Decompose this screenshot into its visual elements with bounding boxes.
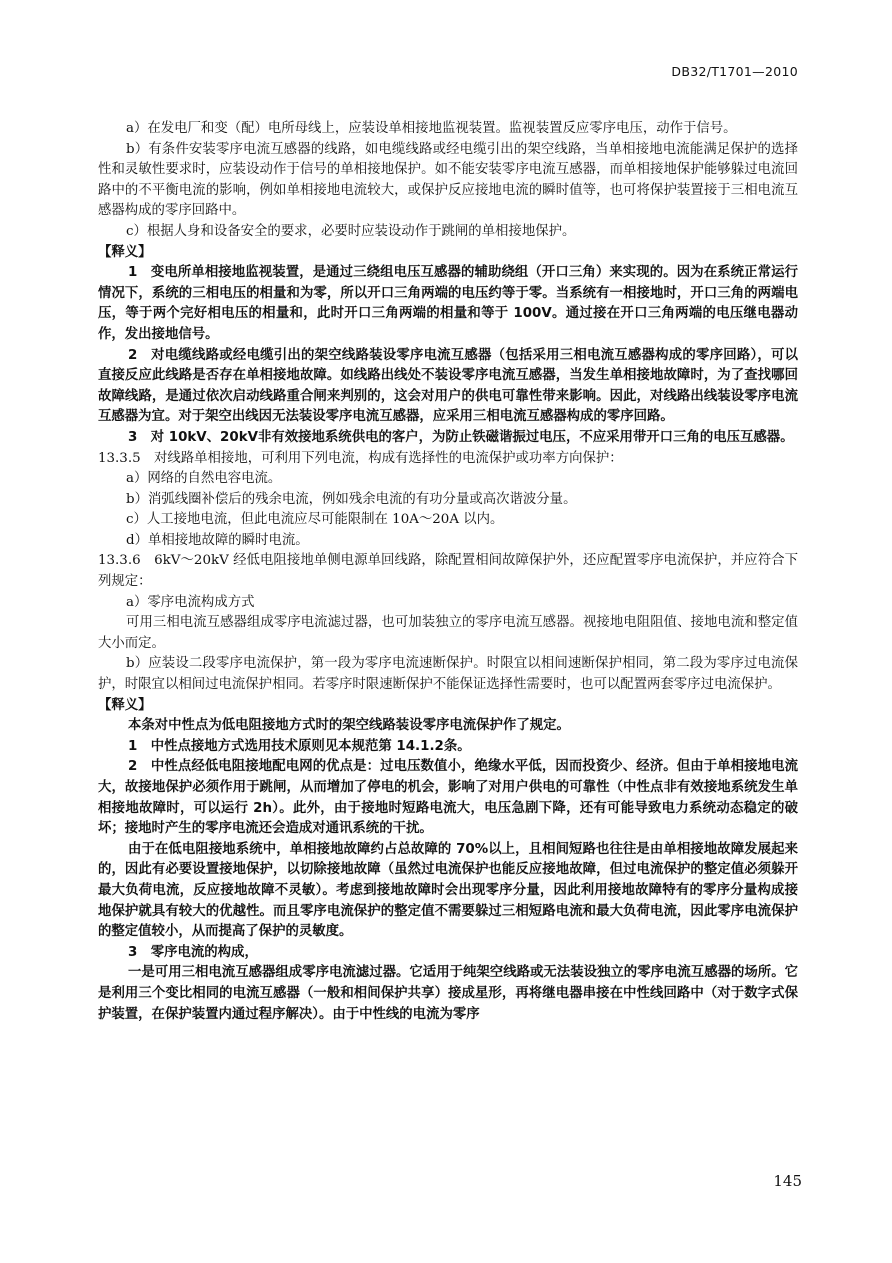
bold-paragraph: 2 中性点经低电阻接地配电网的优点是：过电压数值小，绝缘水平低，因而投资少、经济。但由于单相接地电流大，故接地保护必须作用于跳闸，从而增加了停电的机会，影响了对用户供电的可靠性（中性点非有效接地系统发生单相接地故障时，可以运行 2h）。此外，由于接地时短路电流大，电压急剧下降，还有可能导致电力系统动态稳定的破坏；接地时产生的零序电流还会造成对通讯系统的干扰。 [98, 759, 798, 837]
bold-paragraph: 3 零序电流的构成， [128, 944, 258, 960]
clause-13-3-6: 13.3.6 6kV～20kV 经低电阻接地单侧电源单回线路，除配置相间故障保护外，还应配置零序电流保护，并应符合下列规定： [98, 553, 798, 590]
paragraph: 可用三相电流互感器组成零序电流滤过器，也可加装独立的零序电流互感器。视接地电阻阻值、接地电流和整定值大小而定。 [98, 615, 798, 651]
clause-13-3-5: 13.3.5 对线路单相接地，可利用下列电流，构成有选择性的电流保护或功率方向保护： [98, 450, 623, 466]
document-body [98, 119, 798, 1025]
bold-paragraph: 3 对 10kV、20kV非有效接地系统供电的客户，为防止铁磁谐振过电压，不应采用带开口三角的电压互感器。 [128, 429, 794, 445]
interpretation-heading: 【释义】 [98, 244, 152, 260]
document-code: DB32/T1701—2010 [671, 64, 798, 79]
list-item: b）消弧线圈补偿后的残余电流，例如残余电流的有功分量或高次谐波分量。 [126, 491, 577, 507]
bold-paragraph: 1 中性点接地方式选用技术原则见本规范第 14.1.2条。 [128, 738, 471, 754]
list-item: a）零序电流构成方式 [126, 594, 255, 610]
list-item: c）人工接地电流，但此电流应尽可能限制在 10A～20A 以内。 [126, 512, 504, 528]
list-item: a）网络的自然电容电流。 [126, 471, 282, 487]
bold-paragraph: 一是可用三相电流互感器组成零序电流滤过器。它适用于纯架空线路或无法装设独立的零序电流互感器的场所。它是利用三个变比相同的电流互感器（一般和相间保护共享）接成星形，再将继电器串接在中性线回路中（对于数字式保护装置，在保护装置内通过程序解决）。由于中性线的电流为零序 [98, 965, 798, 1022]
bold-paragraph: 本条对中性点为低电阻接地方式时的架空线路装设零序电流保护作了规定。 [128, 718, 570, 734]
bold-paragraph: 1 变电所单相接地监视装置，是通过三绕组电压互感器的辅助绕组（开口三角）来实现的。因为在系统正常运行情况下，系统的三相电压的相量和为零，所以开口三角两端的电压约等于零。当系统有一相接地时，开口三角的两端电压，等于两个完好相电压的相量和，此时开口三角两端的相量和等于 100V。通过接在开口三角两端的电压继电器动作，发出接地信号。 [98, 265, 798, 342]
interpretation-heading: 【释义】 [98, 697, 152, 713]
paragraph: c）根据人身和设备安全的要求，必要时应装设动作于跳闸的单相接地保护。 [126, 223, 576, 239]
paragraph: a）在发电厂和变（配）电所母线上，应装设单相接地监视装置。监视装置反应零序电压，动作于信号。 [126, 121, 737, 136]
bold-paragraph: 2 对电缆线路或经电缆引出的架空线路装设零序电流互感器（包括采用三相电流互感器构成的零序回路），可以直接反应此线路是否存在单相接地故障。如线路出线处不装设零序电流互感器，当发生单相接地故障时，为了查找哪回故障线路，是通过依次启动线路重合闸来判别的，这会对用户的供电可靠性带来影响。因此，对线路出线装设零序电流互感器为宜。对于架空出线因无法装设零序电流互感器，应采用三相电流互感器构成的零序回路。 [98, 347, 798, 425]
list-item: d）单相接地故障的瞬时电流。 [126, 532, 309, 548]
page-number: 145 [773, 1172, 802, 1190]
list-item: b）应装设二段零序电流保护，第一段为零序电流速断保护。时限宜以相间速断保护相同，第二段为零序过电流保护，时限宜以相间过电流保护相同。若零序时限速断保护不能保证选择性需要时，也可以配置两套零序过电流保护。 [98, 656, 798, 693]
bold-paragraph: 由于在低电阻接地系统中，单相接地故障约占总故障的 70%以上，且相间短路也往往是由单相接地故障发展起来的，因此有必要设置接地保护，以切除接地故障（虽然过电流保护也能反应接地故障，但过电流保护的整定值必须躲开最大负荷电流，反应接地故障不灵敏）。考虑到接地故障时会出现零序分量，因此利用接地故障特有的零序分量构成接地保护就具有较大的优越性。而且零序电流保护的整定值不需要躲过三相短路电流和最大负荷电流，因此零序电流保护的整定值较小，从而提高了保护的灵敏度。 [98, 841, 798, 940]
paragraph: b）有条件安装零序电流互感器的线路，如电缆线路或经电缆引出的架空线路，当单相接地电流能满足保护的选择性和灵敏性要求时，应装设动作于信号的单相接地保护。如不能安装零序电流互感器，而单相接地保护能够躲过电流回路中的不平衡电流的影响，例如单相接地电流较大，或保护反应接地电流的瞬时值等，也可将保护装置接于三相电流互感器构成的零序回路中。 [98, 141, 798, 219]
